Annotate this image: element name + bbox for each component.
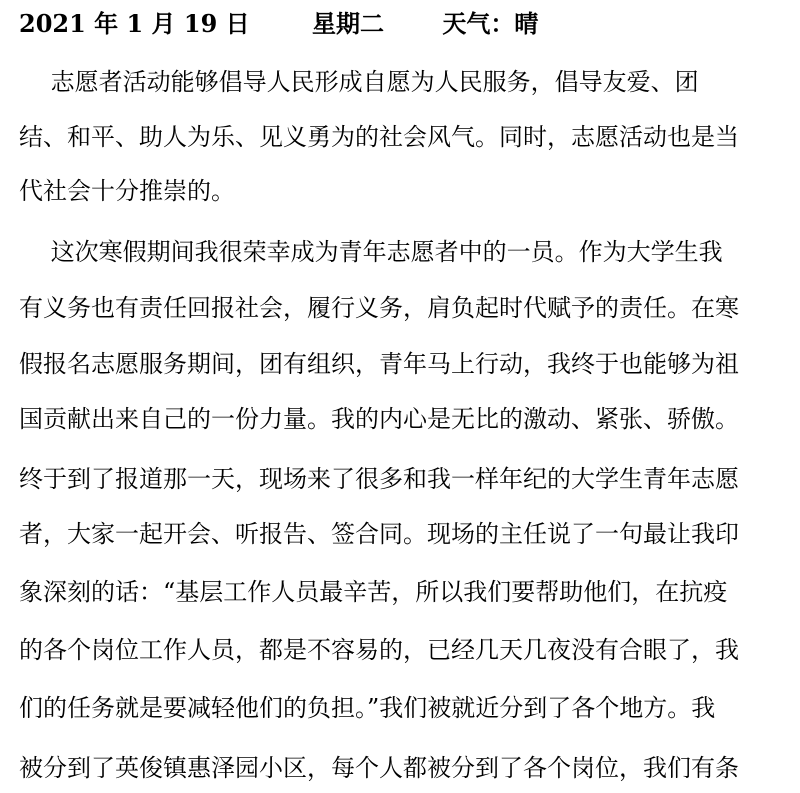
text-line: 们的任务就是要减轻他们的负担。”我们被就近分到了各个地方。我 bbox=[19, 694, 716, 722]
text-line: 象深刻的话：“基层工作人员最辛苦，所以我们要帮助他们，在抗疫 bbox=[19, 578, 728, 606]
text-line: 结、和平、助人为乐、见义勇为的社会风气。同时，志愿活动也是当 bbox=[19, 123, 739, 151]
text-line: 这次寒假期间我很荣幸成为青年志愿者中的一员。作为大学生我 bbox=[19, 238, 723, 266]
text-line: 的各个岗位工作人员，都是不容易的，已经几天几夜没有合眼了，我 bbox=[19, 636, 739, 664]
text-line: 代社会十分推崇的。 bbox=[19, 177, 235, 205]
text-line: 终于到了报道那一天，现场来了很多和我一样年纪的大学生青年志愿 bbox=[19, 465, 739, 493]
text-line: 假报名志愿服务期间，团有组织，青年马上行动，我终于也能够为祖 bbox=[19, 350, 739, 378]
text-line: 者，大家一起开会、听报告、签合同。现场的主任说了一句最让我印 bbox=[19, 520, 739, 548]
weather-label: 天气：晴 bbox=[442, 9, 539, 38]
text-line: 志愿者活动能够倡导人民形成自愿为人民服务，倡导友爱、团 bbox=[19, 68, 699, 96]
text-line: 被分到了英俊镇惠泽园小区，每个人都被分到了各个岗位，我们有条 bbox=[19, 754, 739, 782]
weekday-label: 星期二 bbox=[312, 9, 385, 38]
date-label: 2021 年 1 月 19 日 bbox=[19, 9, 250, 38]
text-line: 有义务也有责任回报社会，履行义务，肩负起时代赋予的责任。在寒 bbox=[19, 294, 739, 322]
diary-header bbox=[19, 6, 538, 42]
text-line: 国贡献出来自己的一份力量。我的内心是无比的激动、紧张、骄傲。 bbox=[19, 405, 739, 433]
